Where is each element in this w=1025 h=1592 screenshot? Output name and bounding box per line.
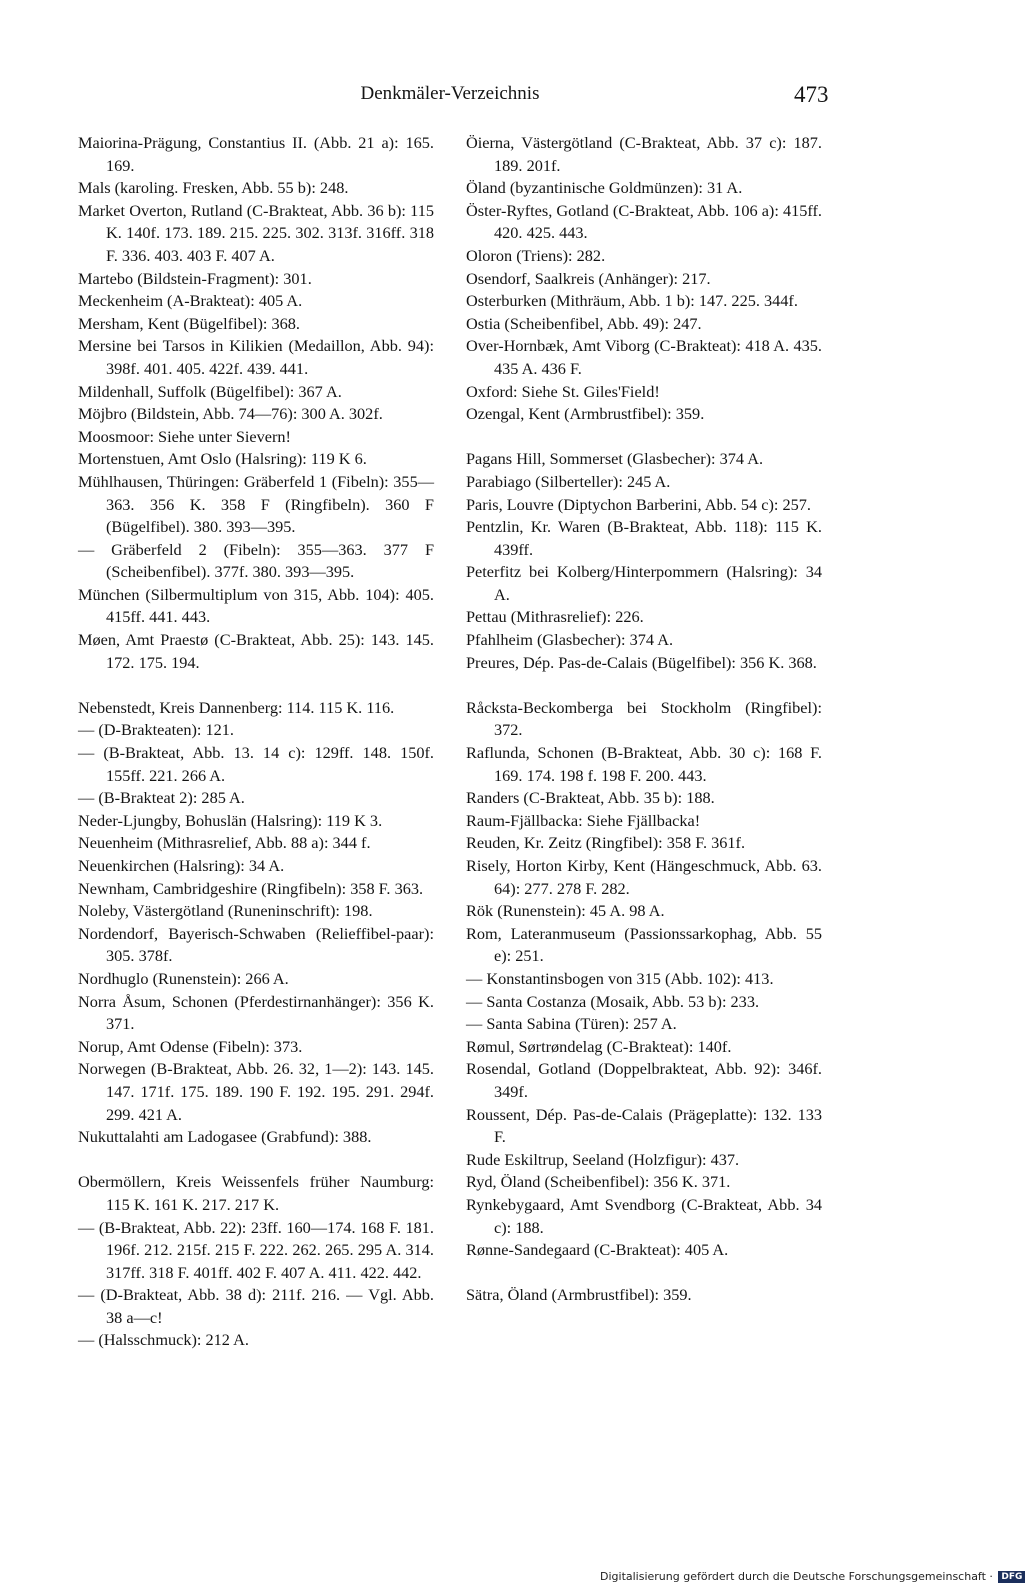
index-entry: Randers (C-Brakteat, Abb. 35 b): 188. xyxy=(466,788,715,808)
index-entry: Peterfitz bei Kolberg/Hinterpommern (Halsring): 34 A. xyxy=(466,562,822,604)
index-entry: Newnham, Cambridgeshire (Ringfibeln): 358 F. 363. xyxy=(78,878,424,898)
index-entry: — (B-Brakteat 2): 285 A. xyxy=(78,788,245,808)
index-entry: Pettau (Mithrasrelief): 226. xyxy=(466,607,644,627)
index-entry: Rude Eskiltrup, Seeland (Holzfigur): 437. xyxy=(466,1149,740,1169)
index-entry: München (Silbermultiplum von 315, Abb. 104): 405. 415ff. 441. 443. xyxy=(78,584,434,627)
index-entry: — Santa Costanza (Mosaik, Abb. 53 b): 233. xyxy=(466,991,760,1011)
index-entry: Rosendal, Gotland (Doppelbrakteat, Abb. 92): 346f. 349f. xyxy=(466,1059,822,1101)
index-entry: — (D-Brakteaten): 121. xyxy=(78,720,234,740)
index-entry: Osterburken (Mithräum, Abb. 1 b): 147. 225. 344f. xyxy=(466,291,798,311)
index-entry: Noleby, Västergötland (Runeninschrift): 198. xyxy=(78,901,373,921)
footer-text: Digitalisierung gefördert durch die Deutsche Forschungsgemeinschaft · xyxy=(600,1570,993,1583)
index-entry: Risely, Horton Kirby, Kent (Hängeschmuck, Abb. 63. 64): 277. 278 F. 282. xyxy=(466,856,822,898)
dfg-logo: DFG xyxy=(998,1571,1025,1583)
index-entry: Meckenheim (A-Brakteat): 405 A. xyxy=(78,291,303,311)
index-entry: Market Overton, Rutland (C-Brakteat, Abb. 36 b): 115 K. 140f. 173. 189. 215. 225. 302. 313f. 316ff. 318 F. 336. 403. 403 F. 407 A. xyxy=(78,200,434,265)
index-entry: Pfahlheim (Glasbecher): 374 A. xyxy=(466,630,674,650)
index-entry: Råcksta-Beckomberga bei Stockholm (Ringfibel): 372. xyxy=(466,697,822,740)
index-entry: — (Halsschmuck): 212 A. xyxy=(78,1330,249,1350)
index-entry: Obermöllern, Kreis Weissenfels früher Naumburg: 115 K. 161 K. 217. 217 K. xyxy=(78,1172,434,1214)
index-entry: Öierna, Västergötland (C-Brakteat, Abb. 37 c): 187. 189. 201f. xyxy=(466,133,822,175)
index-entry: Mühlhausen, Thüringen: Gräberfeld 1 (Fibeln): 355—363. 356 K. 358 F (Ringfibeln). 360 F (Bügelfibel). 380. 393—395. xyxy=(78,471,434,537)
index-entry: Norup, Amt Odense (Fibeln): 373. xyxy=(78,1036,303,1056)
index-entry: Mildenhall, Suffolk (Bügelfibel): 367 A. xyxy=(78,381,342,401)
index-entry: Öland (byzantinische Goldmünzen): 31 A. xyxy=(466,178,743,198)
index-entry: Pentzlin, Kr. Waren (B-Brakteat, Abb. 118): 115 K. 439ff. xyxy=(466,517,822,559)
index-entry: — (B-Brakteat, Abb. 13. 14 c): 129ff. 148. 150f. 155ff. 221. 266 A. xyxy=(78,743,434,785)
index-entry: Martebo (Bildstein-Fragment): 301. xyxy=(78,268,312,288)
index-entry: Roussent, Dép. Pas-de-Calais (Prägeplatte): 132. 133 F. xyxy=(466,1104,822,1147)
index-entry: Preures, Dép. Pas-de-Calais (Bügelfibel): 356 K. 368. xyxy=(466,652,817,672)
index-entry: Rök (Runenstein): 45 A. 98 A. xyxy=(466,901,665,921)
running-title: Denkmäler-Verzeichnis xyxy=(360,83,540,104)
digitization-footer xyxy=(600,1570,1025,1583)
index-entry: Parabiago (Silberteller): 245 A. xyxy=(466,471,671,491)
index-entry: Rynkebygaard, Amt Svendborg (C-Brakteat, Abb. 34 c): 188. xyxy=(466,1194,822,1237)
index-column-right xyxy=(466,132,822,1307)
index-entry: Neuenheim (Mithrasrelief, Abb. 88 a): 344 f. xyxy=(78,833,371,853)
index-entry: Over-Hornbæk, Amt Viborg (C-Brakteat): 418 A. 435. 435 A. 436 F. xyxy=(466,336,822,378)
index-entry: Paris, Louvre (Diptychon Barberini, Abb. 54 c): 257. xyxy=(466,494,812,514)
index-entry: Mals (karoling. Fresken, Abb. 55 b): 248. xyxy=(78,178,349,198)
index-entry: Norra Åsum, Schonen (Pferdestirnanhänger): 356 K. 371. xyxy=(78,991,434,1034)
index-entry: Møen, Amt Praestø (C-Brakteat, Abb. 25): 143. 145. 172. 175. 194. xyxy=(78,630,434,672)
index-entry: — Santa Sabina (Türen): 257 A. xyxy=(466,1014,677,1034)
index-entry: — (B-Brakteat, Abb. 22): 23ff. 160—174. 168 F. 181. 196f. 212. 215f. 215 F. 222. 262. 265. 295 A. 314. 317ff. 318 F. 401ff. 402 F. 407 A. 411. 422. 442. xyxy=(78,1217,434,1282)
index-entry: Mersine bei Tarsos in Kilikien (Medaillon, Abb. 94): 398f. 401. 405. 422f. 439. 441. xyxy=(78,336,434,378)
index-entry: Moosmoor: Siehe unter Sievern! xyxy=(78,426,291,446)
index-entry: Maiorina-Prägung, Constantius II. (Abb. 21 a): 165. 169. xyxy=(78,133,434,175)
index-entry: Norwegen (B-Brakteat, Abb. 26. 32, 1—2): 143. 145. 147. 171f. 175. 189. 190 F. 192. 195. 291. 294f. 299. 421 A. xyxy=(78,1059,434,1124)
index-entry: — Konstantinsbogen von 315 (Abb. 102): 413. xyxy=(466,968,774,988)
index-entry: Öster-Ryftes, Gotland (C-Brakteat, Abb. 106 a): 415ff. 420. 425. 443. xyxy=(466,200,822,243)
index-entry: Ozengal, Kent (Armbrustfibel): 359. xyxy=(466,404,705,424)
index-entry: Neder-Ljungby, Bohuslän (Halsring): 119 K 3. xyxy=(78,810,383,830)
index-entry: — Gräberfeld 2 (Fibeln): 355—363. 377 F (Scheibenfibel). 377f. 380. 393—395. xyxy=(78,539,434,582)
index-entry: Ryd, Öland (Scheibenfibel): 356 K. 371. xyxy=(466,1172,731,1192)
index-entry: Pagans Hill, Sommerset (Glasbecher): 374 A. xyxy=(466,449,764,469)
index-entry: — (D-Brakteat, Abb. 38 d): 211f. 216. — Vgl. Abb. 38 a—c! xyxy=(78,1285,434,1327)
index-entry: Raum-Fjällbacka: Siehe Fjällbacka! xyxy=(466,810,701,830)
index-entry: Neuenkirchen (Halsring): 34 A. xyxy=(78,856,285,875)
index-entry: Nordhuglo (Runenstein): 266 A. xyxy=(78,968,289,988)
index-entry: Möjbro (Bildstein, Abb. 74—76): 300 A. 302f. xyxy=(78,404,383,424)
index-entry: Reuden, Kr. Zeitz (Ringfibel): 358 F. 361f. xyxy=(466,833,746,853)
index-entry: Mersham, Kent (Bügelfibel): 368. xyxy=(78,313,301,333)
index-entry: Nebenstedt, Kreis Dannenberg: 114. 115 K. 116. xyxy=(78,697,395,717)
index-entry: Rom, Lateranmuseum (Passionssarkophag, Abb. 55 e): 251. xyxy=(466,923,822,966)
index-entry: Rønne-Sandegaard (C-Brakteat): 405 A. xyxy=(466,1240,729,1260)
page-number: 473 xyxy=(794,82,829,107)
index-entry: Mortenstuen, Amt Oslo (Halsring): 119 K 6. xyxy=(78,449,367,469)
index-column-left xyxy=(78,132,434,1352)
index-entry: Nukuttalahti am Ladogasee (Grabfund): 388. xyxy=(78,1127,372,1147)
index-entry: Sätra, Öland (Armbrustfibel): 359. xyxy=(466,1285,692,1305)
index-entry: Nordendorf, Bayerisch-Schwaben (Relieffibel-paar): 305. 378f. xyxy=(78,923,434,966)
index-entry: Raflunda, Schonen (B-Brakteat, Abb. 30 c): 168 F. 169. 174. 198 f. 198 F. 200. 443. xyxy=(466,743,822,785)
index-entry: Ostia (Scheibenfibel, Abb. 49): 247. xyxy=(466,313,702,333)
index-entry: Oloron (Triens): 282. xyxy=(466,245,606,265)
index-entry: Oxford: Siehe St. Giles'Field! xyxy=(466,381,660,401)
index-entry: Rømul, Sørtrøndelag (C-Brakteat): 140f. xyxy=(466,1036,732,1056)
index-entry: Osendorf, Saalkreis (Anhänger): 217. xyxy=(466,268,711,288)
